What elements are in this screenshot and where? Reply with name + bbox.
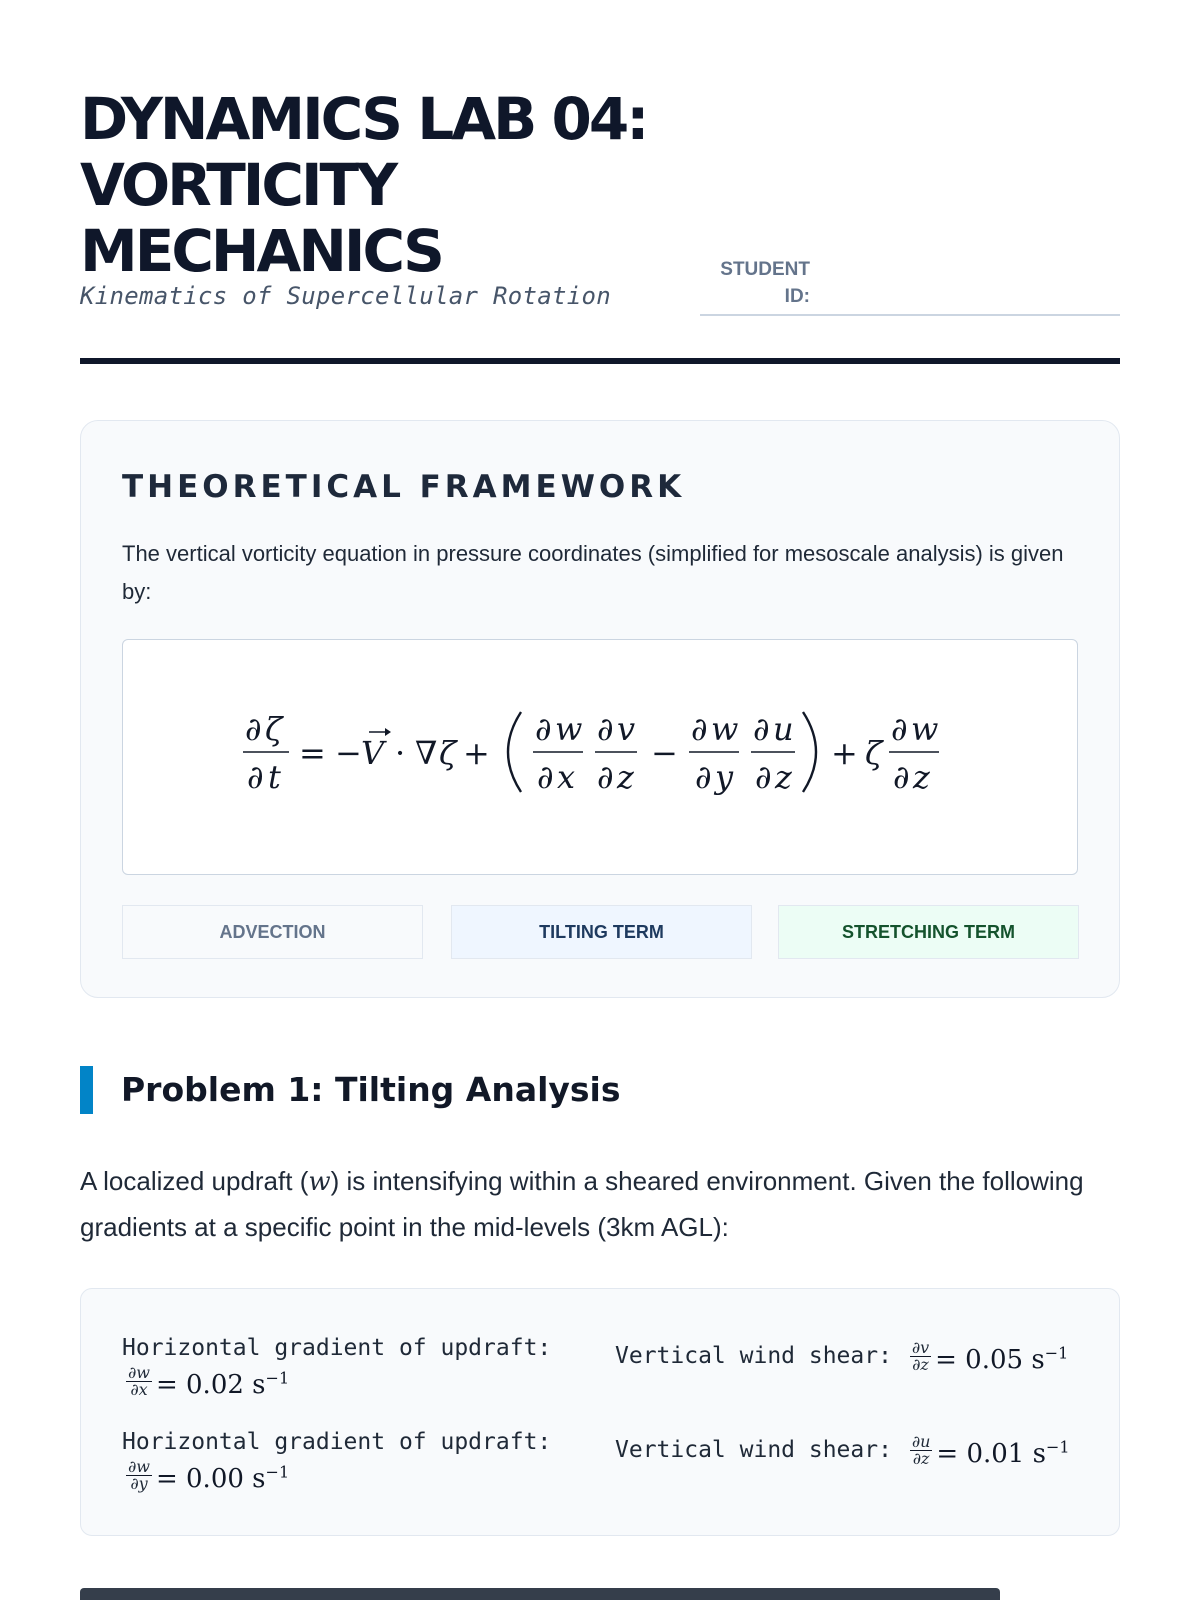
svg-text:∂: ∂ xyxy=(597,758,614,796)
fraction-denominator: ∂z xyxy=(912,1448,930,1468)
vorticity-equation xyxy=(123,640,1079,876)
svg-text:v: v xyxy=(617,710,636,748)
value-text: = 0.05 s xyxy=(935,1344,1045,1375)
svg-text:∂: ∂ xyxy=(535,710,552,748)
theory-heading: THEORETICAL FRAMEWORK xyxy=(122,469,686,505)
advection-term-label: ADVECTION xyxy=(122,905,423,959)
fraction-numerator: ∂u xyxy=(911,1431,931,1451)
svg-text:V: V xyxy=(361,734,385,772)
given-gradients-box xyxy=(80,1288,1120,1536)
fraction-denominator: ∂x xyxy=(130,1379,148,1399)
problem-text-before: A localized updraft ( xyxy=(80,1166,309,1196)
svg-text:=: = xyxy=(299,734,326,772)
svg-text:+: + xyxy=(463,734,490,772)
given-label: Vertical wind shear: xyxy=(615,1342,892,1369)
value-text: = 0.01 s xyxy=(936,1438,1046,1469)
title-line-2: VORTICITY xyxy=(80,151,396,219)
svg-text:w: w xyxy=(711,710,739,748)
fraction-numerator: ∂v xyxy=(911,1337,930,1357)
svg-text:∇: ∇ xyxy=(415,734,438,772)
given-value xyxy=(156,1370,289,1400)
problem-accent-bar xyxy=(80,1066,93,1114)
value-text: = 0.00 s xyxy=(155,1463,266,1494)
updraft-variable: w xyxy=(308,1167,331,1197)
given-value xyxy=(936,1439,1069,1469)
svg-text:∂: ∂ xyxy=(753,710,770,748)
svg-text:t: t xyxy=(268,758,281,796)
given-fraction xyxy=(126,1456,152,1493)
tilting-term-label: TILTING TERM xyxy=(451,905,752,959)
svg-text:w: w xyxy=(911,710,939,748)
svg-text:ζ: ζ xyxy=(865,734,883,772)
given-fraction xyxy=(910,1337,931,1374)
svg-text:∂: ∂ xyxy=(891,710,908,748)
svg-text:∂: ∂ xyxy=(691,710,708,748)
theoretical-framework-panel xyxy=(80,420,1120,998)
value-exponent: −1 xyxy=(1044,1343,1069,1362)
svg-text:u: u xyxy=(773,710,794,748)
problem-1-heading xyxy=(80,1066,1120,1114)
given-du-dz xyxy=(615,1423,1095,1478)
svg-text:z: z xyxy=(913,758,930,796)
svg-text:ζ: ζ xyxy=(439,734,457,772)
svg-text:+: + xyxy=(831,734,858,772)
given-dw-dx xyxy=(122,1333,562,1400)
fraction-numerator: ∂w xyxy=(128,1456,150,1476)
value-text: = 0.02 s xyxy=(155,1369,266,1400)
page-subtitle: Kinematics of Supercellular Rotation xyxy=(80,282,611,310)
student-id-label xyxy=(700,256,810,310)
title-line-1: DYNAMICS LAB 04: xyxy=(80,85,647,153)
svg-text:∂: ∂ xyxy=(597,710,614,748)
vorticity-equation-box xyxy=(122,639,1078,875)
given-label: Vertical wind shear: xyxy=(615,1436,892,1463)
student-id-label-line-2: ID: xyxy=(784,286,810,307)
svg-text:·: · xyxy=(395,734,406,772)
worksheet-page xyxy=(80,0,1120,1600)
given-dv-dz xyxy=(615,1329,1095,1384)
svg-text:ζ: ζ xyxy=(265,710,283,748)
page-title xyxy=(80,86,720,284)
problem-text-after: ) is intensifying within a sheared environment. Given the following gradients at a specific point in the mid-levels (3km AGL): xyxy=(80,1166,1084,1242)
student-id-label-line-1: STUDENT xyxy=(720,259,810,280)
cutoff-next-line xyxy=(80,1588,1000,1600)
svg-text:∂: ∂ xyxy=(537,758,554,796)
value-exponent: −1 xyxy=(265,1462,290,1481)
given-value xyxy=(156,1464,289,1494)
svg-text:w: w xyxy=(555,710,583,748)
given-label: Horizontal gradient of updraft: xyxy=(122,1335,552,1361)
student-id-field[interactable] xyxy=(700,256,1120,316)
given-value xyxy=(935,1345,1068,1375)
svg-text:−: − xyxy=(335,734,362,772)
svg-text:x: x xyxy=(557,758,576,796)
stretching-term-label: STRETCHING TERM xyxy=(778,905,1079,959)
given-dw-dy xyxy=(122,1427,562,1494)
svg-text:∂: ∂ xyxy=(893,758,910,796)
given-fraction xyxy=(126,1362,152,1399)
fraction-denominator: ∂z xyxy=(912,1354,929,1374)
theory-intro: The vertical vorticity equation in pressure coordinates (simplified for mesoscale analysis) is given by: xyxy=(122,541,1064,604)
given-label: Horizontal gradient of updraft: xyxy=(122,1429,552,1455)
svg-text:−: − xyxy=(651,734,678,772)
svg-text:y: y xyxy=(715,758,734,796)
fraction-numerator: ∂w xyxy=(128,1362,150,1382)
svg-text:∂: ∂ xyxy=(755,758,772,796)
svg-text:z: z xyxy=(775,758,792,796)
svg-text:∂: ∂ xyxy=(245,710,262,748)
value-exponent: −1 xyxy=(265,1368,290,1387)
problem-1-description xyxy=(80,1159,1120,1250)
problem-1-title: Problem 1: Tilting Analysis xyxy=(121,1070,621,1109)
svg-text:∂: ∂ xyxy=(247,758,264,796)
value-exponent: −1 xyxy=(1045,1437,1070,1456)
svg-text:∂: ∂ xyxy=(695,758,712,796)
fraction-denominator: ∂y xyxy=(130,1473,148,1493)
svg-text:z: z xyxy=(617,758,634,796)
title-line-3: MECHANICS xyxy=(80,217,442,285)
worksheet-header xyxy=(80,86,1120,366)
header-divider xyxy=(80,358,1120,364)
given-fraction xyxy=(910,1431,933,1468)
